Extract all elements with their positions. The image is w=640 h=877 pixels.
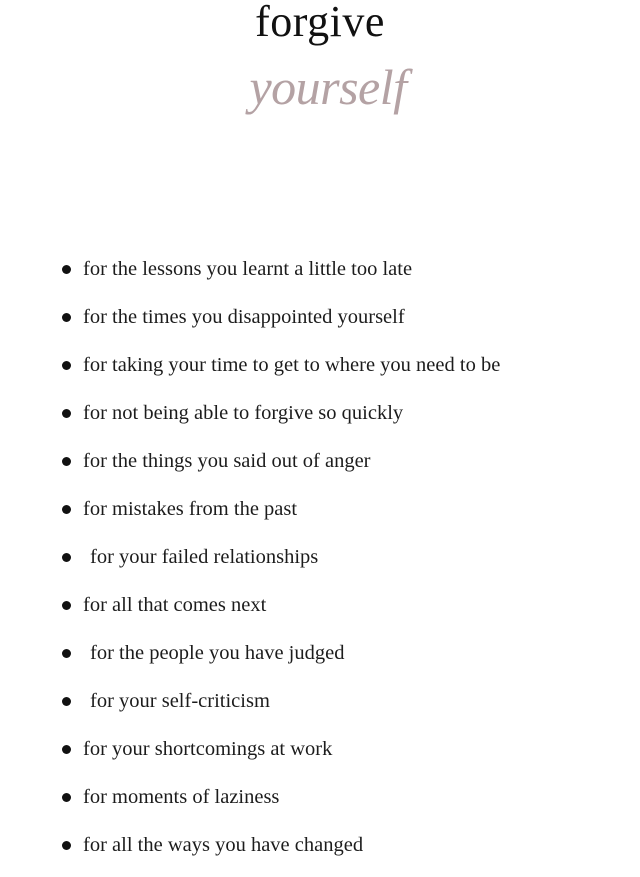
bullet-icon	[62, 313, 71, 322]
bullet-icon	[62, 697, 71, 706]
list-item-text: for the people you have judged	[90, 642, 345, 664]
bullet-icon	[62, 793, 71, 802]
list-item	[0, 781, 640, 829]
list-item-text: for the times you disappointed yourself	[83, 306, 405, 328]
list-item	[0, 493, 640, 541]
list-item	[0, 349, 640, 397]
list-item-text: for the lessons you learnt a little too late	[83, 258, 413, 280]
bullet-icon	[62, 409, 71, 418]
title-yourself: yourself	[249, 59, 407, 115]
forgiveness-list	[0, 253, 640, 877]
list-item-text: for your self-criticism	[90, 690, 270, 712]
bullet-icon	[62, 361, 71, 370]
bullet-icon	[62, 745, 71, 754]
list-item	[0, 829, 640, 877]
list-item-text: for not being able to forgive so quickly	[83, 402, 404, 424]
bullet-icon	[62, 457, 71, 466]
list-item	[0, 733, 640, 781]
bullet-icon	[62, 553, 71, 562]
bullet-icon	[62, 601, 71, 610]
bullet-icon	[62, 649, 71, 658]
list-item-text: for your shortcomings at work	[83, 738, 333, 760]
list-item-text: for mistakes from the past	[83, 498, 298, 520]
list-item	[0, 541, 640, 589]
list-item	[0, 397, 640, 445]
bullet-icon	[62, 265, 71, 274]
list-item	[0, 445, 640, 493]
bullet-icon	[62, 505, 71, 514]
title-forgive: forgive	[255, 0, 385, 46]
list-item-text: for your failed relationships	[90, 546, 319, 568]
bullet-icon	[62, 841, 71, 850]
list-item-text: for all the ways you have changed	[83, 834, 364, 856]
list-item	[0, 685, 640, 733]
list-item-text: for the things you said out of anger	[83, 450, 371, 472]
list-item	[0, 589, 640, 637]
list-item	[0, 253, 640, 301]
list-item-text: for taking your time to get to where you need to be	[83, 354, 501, 376]
list-item	[0, 637, 640, 685]
list-item	[0, 301, 640, 349]
list-item-text: for all that comes next	[83, 594, 267, 616]
list-item-text: for moments of laziness	[83, 786, 280, 808]
